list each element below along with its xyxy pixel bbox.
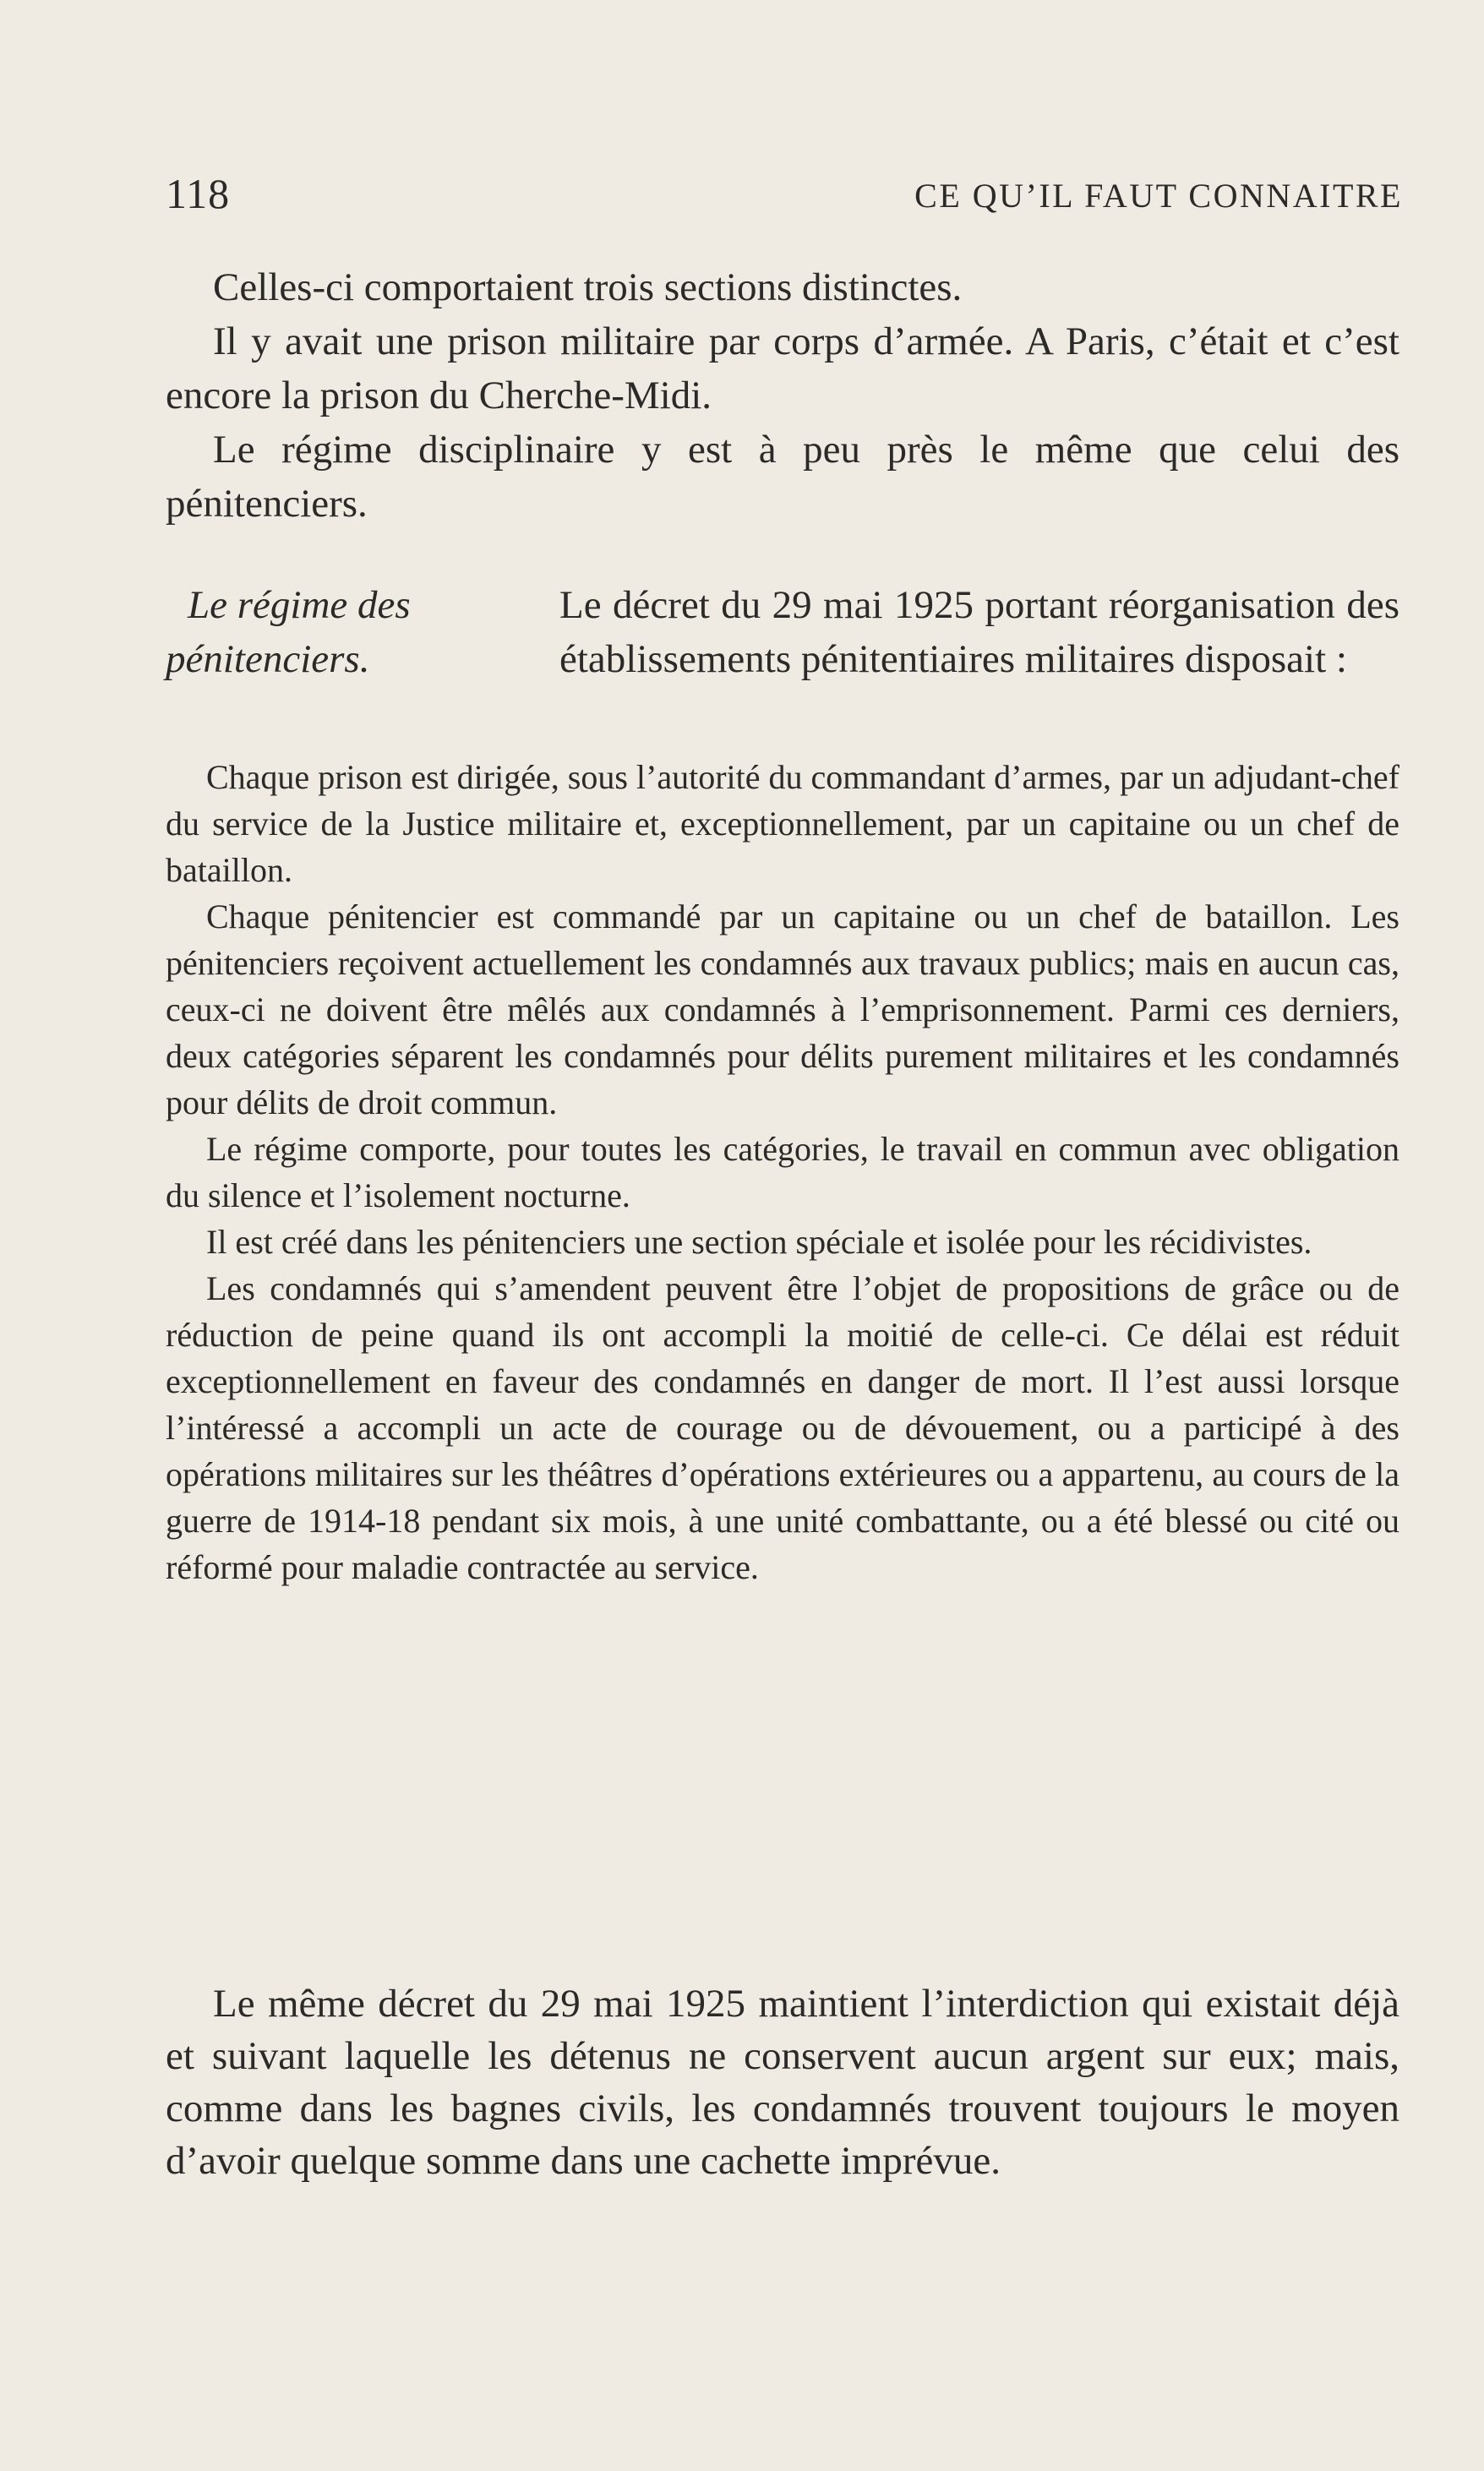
decree-quotation bbox=[166, 754, 1399, 1590]
decree-paragraph: Chaque prison est dirigée, sous l’autorité du commandant d’armes, par un adjudant-chef du service de la Justice militaire et, exceptionnellement, par un capitaine ou un chef de bataillon. bbox=[166, 758, 1399, 889]
decree-paragraph: Chaque pénitencier est commandé par un capitaine ou un chef de bataillon. Les pénitenciers reçoivent actuellement les condamnés aux travaux publics; mais en aucun cas, ceux-ci ne doivent être mêlés aux condamnés à l’emprisonnement. Parmi ces derniers, deux catégories séparent les condamnés pour délits purement militaires et les condamnés pour délits de droit commun. bbox=[166, 897, 1399, 1121]
decree-paragraph: Le régime comporte, pour toutes les catégories, le travail en commun avec obligation du silence et l’isolement nocturne. bbox=[166, 1130, 1399, 1214]
final-paragraph: Le même décret du 29 mai 1925 maintient l’interdiction qui existait déjà et suivant laquelle les détenus ne conservent aucun argent sur eux; mais, comme dans les bagnes civils, les condamnés trouvent toujours le moyen d’avoir quelque somme dans une cachette imprévue. bbox=[166, 1982, 1399, 2183]
running-head: CE QU’IL FAUT CONNAITRE bbox=[914, 177, 1403, 215]
paragraph: Il y avait une prison militaire par corps d’armée. A Paris, c’était et c’est encore la prison du Cherche-Midi. bbox=[166, 319, 1399, 417]
page-number: 118 bbox=[166, 170, 231, 217]
decree-paragraph: Les condamnés qui s’amendent peuvent être l’objet de propositions de grâce ou de réduction de peine quand ils ont accompli la moitié de celle-ci. Ce délai est réduit exceptionnellement en faveur des condamnés en danger de mort. Il l’est aussi lorsque l’intéressé a accompli un acte de courage ou de dévouement, ou a participé à des opérations militaires sur les théâtres d’opérations extérieures ou a appartenu, au cours de la guerre de 1914-18 pendant six mois, à une unité combattante, ou a été blessé ou cité ou réformé pour maladie contractée au service. bbox=[166, 1269, 1399, 1586]
decree-paragraph: Il est créé dans les pénitenciers une section spéciale et isolée pour les récidivistes. bbox=[206, 1223, 1312, 1261]
regime-section bbox=[166, 578, 1399, 686]
section-paragraph: Le décret du 29 mai 1925 portant réorganisation des établissements pénitentiaires militaires disposait : bbox=[559, 583, 1399, 681]
intro-section bbox=[166, 260, 1399, 531]
paragraph: Celles-ci comportaient trois sections distinctes. bbox=[213, 265, 963, 309]
paragraph: Le régime disciplinaire y est à peu près le même que celui des pénitenciers. bbox=[166, 428, 1399, 526]
side-heading: Le régime des pénitenciers. bbox=[166, 583, 411, 681]
final-section bbox=[166, 1977, 1399, 2187]
page-header bbox=[166, 169, 1403, 220]
